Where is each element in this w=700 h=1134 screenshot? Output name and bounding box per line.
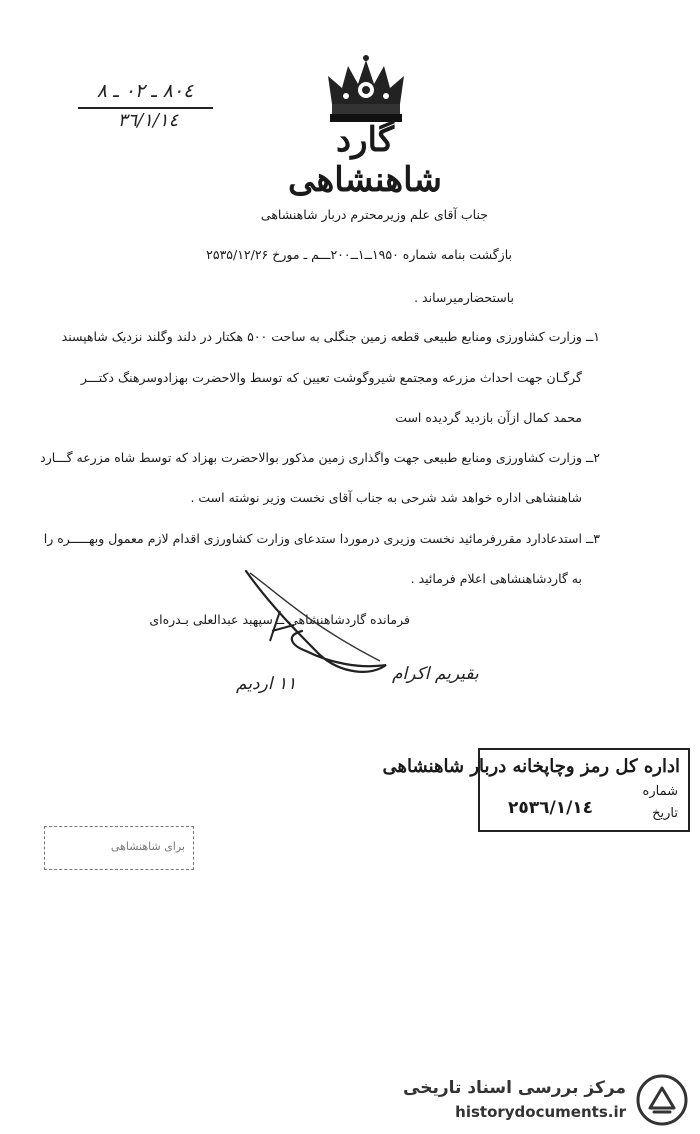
handwritten-reference-number: ٨٠٤ ـ ٠٢ ـ ٨ bbox=[96, 80, 194, 102]
registry-stamp-title: اداره کل رمز وچاپخانه دربار شاهنشاهی bbox=[382, 756, 680, 777]
crown-emblem-icon bbox=[322, 54, 410, 126]
paragraph-1-line-3: محمد کمال ازآن بازدید گردیده است bbox=[395, 410, 582, 425]
archive-stamp-text: برای شاهنشاهی bbox=[110, 840, 185, 853]
handwritten-reference-date: ٣٦/١/١٤ bbox=[117, 110, 179, 131]
registry-stamp bbox=[382, 748, 690, 832]
registry-stamp-date: ٢٥٣٦/١/١٤ bbox=[508, 798, 594, 818]
letter-greeting: باستحضارمیرساند . bbox=[414, 290, 514, 305]
letterhead-title: گارد شاهنشاهی bbox=[288, 120, 442, 200]
registry-stamp-date-label: تاریخ bbox=[652, 806, 678, 821]
paragraph-1-line-1: ۱ــ وزارت کشاورزی ومنابع طبیعی قطعه زمین جنگلی به ساحت ۵۰۰ هکتار در دلند وگلند نزدیک شاهپسند bbox=[61, 329, 600, 344]
paragraph-3-line-1: ۳ــ استدعادارد مقررفرمائید نخست وزیری درموردا ستدعای وزارت کشاورزی اقدام لازم معمول وبهـــــره را bbox=[43, 531, 600, 546]
paragraph-1-line-2: گرگـان جهت احداث مزرعه ومجتمع شیروگوشت تعیین که توسط والاحضرت بهزادوسرهنگ دکتـــر bbox=[80, 370, 582, 385]
letter-addressee: جناب آقای علم وزیرمحترم دربار شاهنشاهی bbox=[260, 207, 488, 222]
letter-reference: بازگشت بنامه شماره ۱۹۵۰ــ۱ــ۲۰۰ـــم ـ مورخ ۲۵۳۵/۱۲/۲۶ bbox=[206, 247, 512, 262]
paragraph-2-line-1: ۲ــ وزارت کشاورزی ومنابع طبیعی جهت واگذاری زمین مذکور بوالاحضرت بهزاد که توسط شاه مزرعه گـــارد bbox=[40, 450, 600, 465]
watermark bbox=[403, 1072, 692, 1128]
paragraph-2-line-2: شاهنشاهی اداره خواهد شد شرحی به جناب آقای نخست وزیر نوشته است . bbox=[190, 490, 582, 505]
registry-stamp-number-label: شماره bbox=[642, 784, 678, 799]
handwritten-underline bbox=[78, 107, 213, 109]
handwritten-note-left: ١١ اردیم bbox=[236, 674, 297, 694]
watermark-url: historydocuments.ir bbox=[455, 1103, 626, 1121]
archive-stamp bbox=[44, 826, 194, 870]
handwritten-note-right: بقیریم اکرام bbox=[392, 664, 479, 684]
book-logo-icon bbox=[636, 1074, 688, 1126]
watermark-title: مرکز بررسی اسناد تاریخی bbox=[403, 1078, 626, 1098]
signatory-line: فرمانده گاردشاهنشاهی ــ سپهبد عبدالعلی بـدره‌ای bbox=[149, 612, 410, 627]
paragraph-3-line-2: به گاردشاهنشاهی اعلام فرمائید . bbox=[410, 571, 582, 586]
